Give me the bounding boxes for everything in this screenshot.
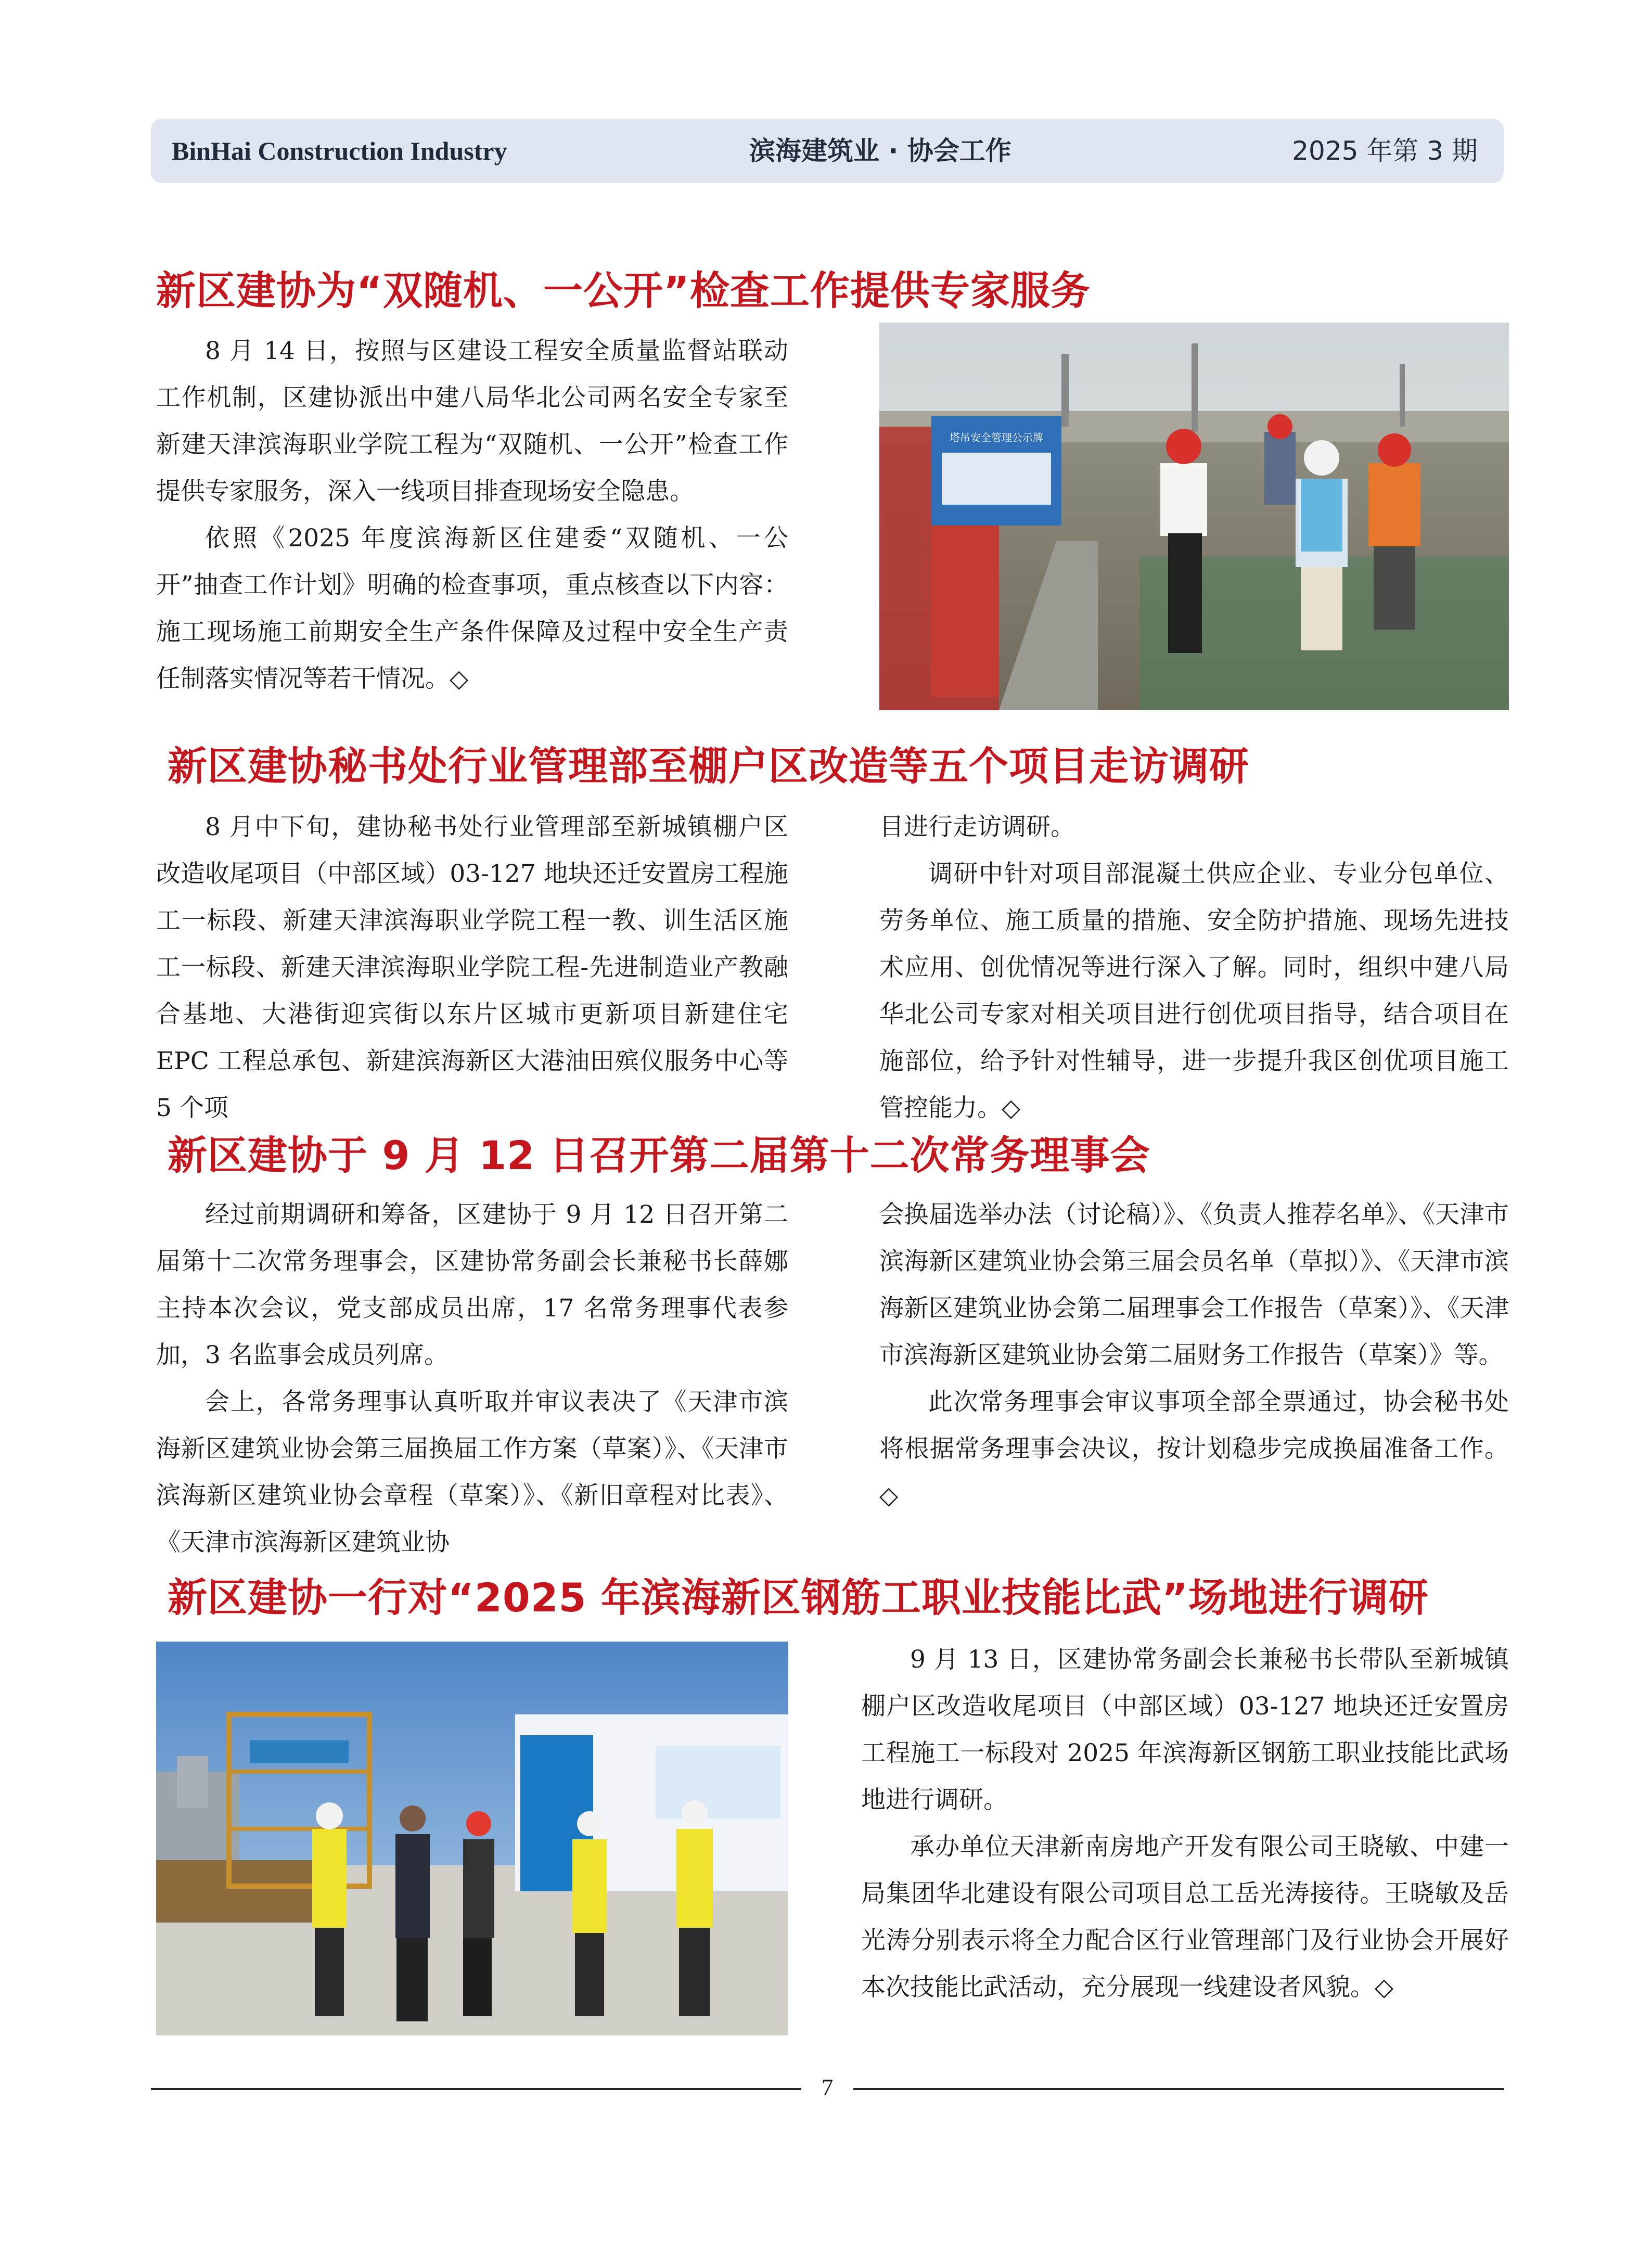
article3-column-2 — [879, 1192, 1509, 1519]
article1-title: 新区建协为“双随机、一公开”检查工作提供专家服务 — [156, 267, 1091, 314]
article2-paragraph-1: 8 月中下旬，建协秘书处行业管理部至新城镇棚户区改造收尾项目（中部区域）03-127 地块还迁安置房工程施工一标段、新建天津滨海职业学院工程一教、训生活区施工一标段、新建天津滨海职业学院工程-先进制造业产教融合基地、大港街迎宾街以东片区城市更新项目新建住宅 EPC 工程总承包、新建滨海新区大港油田殡仪服务中心等 5 个项 — [156, 813, 788, 1122]
section-name: 滨海建筑业 · 协会工作 — [749, 136, 1011, 166]
issue-number: 2025 年第 3 期 — [1292, 136, 1478, 166]
article2-column-1 — [156, 804, 788, 1132]
article4-photo-group — [156, 1642, 788, 2035]
article3-paragraph-2: 会上，各常务理事认真听取并审议表决了《天津市滨海新区建筑业协会第三届换届工作方案（草案）》、《天津市滨海新区建筑业协会章程（草案）》、《新旧章程对比表》、《天津市滨海新区建筑业协 — [156, 1388, 788, 1557]
article4-paragraph-1: 9 月 13 日，区建协常务副会长兼秘书长带队至新城镇棚户区改造收尾项目（中部区域）03-127 地块还迁安置房工程施工一标段对 2025 年滨海新区钢筋工职业技能比武场地进行调研。 — [861, 1645, 1509, 1814]
article1-paragraph-2: 依照《2025 年度滨海新区住建委“双随机、一公开”抽查工作计划》明确的检查事项，重点核查以下内容：施工现场施工前期安全生产条件保障及过程中安全生产责任制落实情况等若干情况。◇ — [156, 524, 788, 693]
article3-paragraph-3: 此次常务理事会审议事项全部全票通过，协会秘书处将根据常务理事会决议，按计划稳步完成换届准备工作。◇ — [879, 1388, 1509, 1510]
article2-column-2 — [879, 804, 1509, 1132]
page-number: 7 — [821, 2074, 834, 2100]
site-sign-text: 塔吊安全管理公示牌 — [950, 431, 1043, 444]
running-header — [151, 119, 1504, 183]
article2-paragraph-1-cont: 目进行走访调研。 — [879, 813, 1075, 841]
article2-title: 新区建协秘书处行业管理部至棚户区改造等五个项目走访调研 — [168, 743, 1249, 789]
article3-paragraph-1: 经过前期调研和筹备，区建协于 9 月 12 日召开第二届第十二次常务理事会，区建协常务副会长兼秘书长薛娜主持本次会议，党支部成员出席，17 名常务理事代表参加，3 名监事会成员列席。 — [156, 1200, 788, 1369]
footer-rule-right — [853, 2088, 1504, 2090]
article4-body — [861, 1636, 1509, 2011]
article3-column-1 — [156, 1192, 788, 1566]
article3-title: 新区建协于 9 月 12 日召开第二届第十二次常务理事会 — [168, 1132, 1150, 1178]
footer-rule-left — [151, 2088, 801, 2090]
article2-paragraph-2: 调研中针对项目部混凝土供应企业、专业分包单位、劳务单位、施工质量的措施、安全防护措施、现场先进技术应用、创优情况等进行深入了解。同时，组织中建八局华北公司专家对相关项目进行创优项目指导，结合项目在施部位，给予针对性辅导，进一步提升我区创优项目施工管控能力。◇ — [879, 860, 1509, 1122]
article3-paragraph-2-cont: 会换届选举办法（讨论稿）》、《负责人推荐名单》、《天津市滨海新区建筑业协会第三届会员名单（草拟）》、《天津市滨海新区建筑业协会第二届理事会工作报告（草案）》、《天津市滨海新区建筑业协会第二届财务工作报告（草案）》等。 — [879, 1200, 1509, 1369]
article1-paragraph-1: 8 月 14 日，按照与区建设工程安全质量监督站联动工作机制，区建协派出中建八局华北公司两名安全专家至新建天津滨海职业学院工程为“双随机、一公开”检查工作提供专家服务，深入一线项目排查现场安全隐患。 — [156, 337, 788, 506]
article4-title: 新区建协一行对“2025 年滨海新区钢筋工职业技能比武”场地进行调研 — [168, 1574, 1429, 1621]
article1-body — [156, 328, 788, 702]
article1-photo-site-inspection — [879, 323, 1509, 710]
article4-paragraph-2: 承办单位天津新南房地产开发有限公司王晓敏、中建一局集团华北建设有限公司项目总工岳光涛接待。王晓敏及岳光涛分别表示将全力配合区行业管理部门及行业协会开展好本次技能比武活动，充分展现一线建设者风貌。◇ — [861, 1833, 1509, 2002]
journal-name-en: BinHai Construction Industry — [172, 136, 507, 165]
